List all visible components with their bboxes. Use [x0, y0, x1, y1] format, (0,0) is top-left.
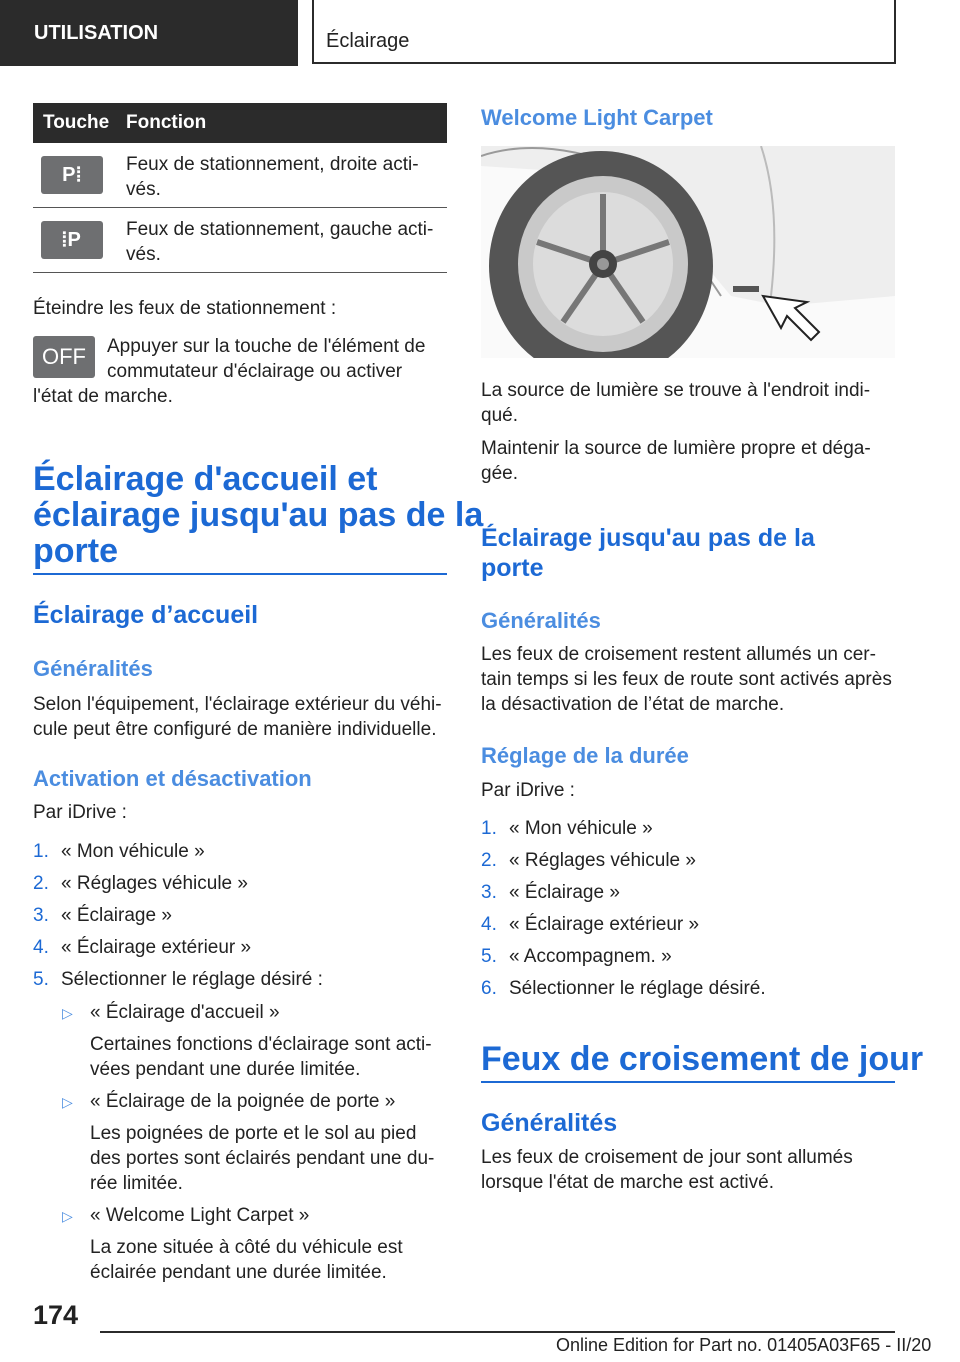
heading-welcome-l2: éclairage jusqu'au pas de la [33, 496, 484, 534]
key-function-table [33, 103, 447, 273]
heading-rule [33, 573, 447, 575]
sub-list-item: ▷ « Welcome Light Carpet » [62, 1203, 309, 1229]
heading-rule [481, 1081, 895, 1083]
footer-edition: Online Edition for Part no. 01405A03F65 - II/20 [556, 1335, 932, 1355]
bullet-icon: ▷ [62, 1208, 73, 1224]
table-row [33, 208, 447, 273]
list-item: 5. « Accompagnem. » [481, 946, 672, 967]
heading-welcome-l3: porte [33, 532, 118, 570]
off-text-3: l'état de marche. [33, 386, 173, 407]
row-function: Feux de stationnement, droite acti-vés. [126, 154, 419, 200]
table-header [33, 103, 447, 143]
list-item: 2. « Réglages véhicule » [481, 850, 696, 871]
list-item: 2. « Réglages véhicule » [33, 873, 248, 894]
sub1-text-2: vées pendant une durée limitée. [90, 1059, 361, 1080]
sub3-text-2: éclairée pendant une durée limitée. [90, 1262, 387, 1283]
bullet-icon: ▷ [62, 1094, 73, 1110]
gen-right-text-2: tain temps si les feux de route sont activés après [481, 669, 892, 690]
list-item: 6. Sélectionner le réglage désiré. [481, 978, 766, 999]
heading-welcome-light-carpet: Welcome Light Carpet [481, 105, 713, 130]
section-tab: UTILISATION [0, 0, 298, 66]
parking-left-key-icon: ⦙P [41, 221, 103, 259]
heading-duree: Réglage de la durée [481, 743, 689, 768]
list-item: 5. Sélectionner le réglage désiré : [33, 969, 323, 990]
off-text-2: commutateur d'éclairage ou activer [107, 361, 403, 382]
heading-generalites-right: Généralités [481, 608, 601, 633]
off-intro: Éteindre les feux de stationnement : [33, 298, 337, 319]
list-item: 4. « Éclairage extérieur » [33, 937, 252, 958]
keep-text-2: gée. [481, 463, 518, 484]
bullet-icon: ▷ [62, 1005, 73, 1021]
list-item: 4. « Éclairage extérieur » [481, 914, 700, 935]
list-item: 3. « Éclairage » [481, 882, 620, 903]
sub2-text-3: rée limitée. [90, 1173, 183, 1194]
heading-pas-porte-l2: porte [481, 554, 544, 582]
heading-welcome-l1: Éclairage d'accueil et [33, 460, 378, 498]
sub3-text-1: La zone située à côté du véhicule est [90, 1237, 403, 1258]
gen-text-2: cule peut être configuré de manière individuelle. [33, 719, 437, 740]
source-text-1: La source de lumière se trouve à l'endroit indi- [481, 380, 871, 401]
heading-activation: Activation et désactivation [33, 766, 312, 791]
drl-text-1: Les feux de croisement de jour sont allumés [481, 1147, 853, 1168]
heading-accueil: Éclairage d’accueil [33, 601, 259, 629]
gen-right-text-1: Les feux de croisement restent allumés un cer- [481, 644, 876, 665]
gen-right-text-3: la désactivation de l’état de marche. [481, 694, 785, 715]
list-item: 1. « Mon véhicule » [481, 818, 653, 839]
sub2-text-1: Les poignées de porte et le sol au pied [90, 1123, 417, 1144]
heading-pas-porte-l1: Éclairage jusqu'au pas de la [481, 524, 815, 552]
sub-list-item: ▷ « Éclairage de la poignée de porte » [62, 1089, 395, 1115]
col-fonction: Fonction [126, 112, 207, 133]
gen-text-1: Selon l'équipement, l'éclairage extérieur du véhi- [33, 694, 442, 715]
sub-list-item: ▷ « Éclairage d'accueil » [62, 1000, 280, 1026]
page-number: 174 [33, 1300, 79, 1330]
keep-text-1: Maintenir la source de lumière propre et déga- [481, 438, 871, 459]
source-text-2: qué. [481, 405, 518, 426]
off-text-1: Appuyer sur la touche de l'élément de [107, 336, 426, 357]
row-function: Feux de stationnement, gauche acti-vés. [126, 219, 434, 265]
sub2-text-2: des portes sont éclairés pendant une du- [90, 1148, 435, 1169]
heading-generalites-drl: Généralités [481, 1109, 618, 1137]
drl-text-2: lorsque l'état de marche est activé. [481, 1172, 774, 1193]
idrive-label: Par iDrive : [33, 802, 127, 823]
sub1-text-1: Certaines fonctions d'éclairage sont acti- [90, 1034, 432, 1055]
heading-drl: Feux de croisement de jour [481, 1040, 924, 1078]
chapter-title: Éclairage [312, 0, 896, 64]
list-item: 1. « Mon véhicule » [33, 841, 205, 862]
table-row [33, 143, 447, 208]
heading-generalites: Généralités [33, 656, 153, 681]
col-touche: Touche [43, 112, 110, 133]
idrive-label-right: Par iDrive : [481, 780, 575, 801]
car-wheel-illustration [481, 146, 895, 358]
list-item: 3. « Éclairage » [33, 905, 172, 926]
footer-rule [100, 1331, 895, 1333]
parking-right-key-icon: P⦙ [41, 156, 103, 194]
off-key-icon: OFF [33, 336, 95, 378]
